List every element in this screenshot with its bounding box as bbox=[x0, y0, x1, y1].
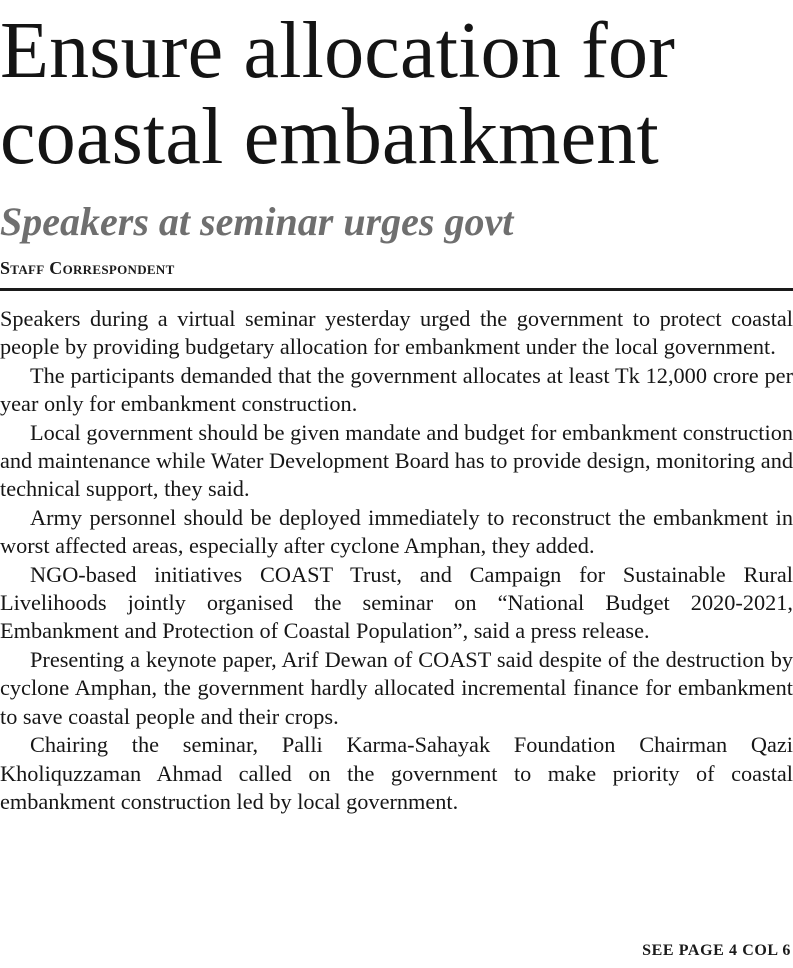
paragraph: NGO-based initiatives COAST Trust, and Campaign for Sustainable Rural Livelihoods jointly organised the seminar on “National Budget 2020-2021, Embankment and Protection of Coastal Population”, said a press release. bbox=[0, 561, 793, 644]
paragraph: Presenting a keynote paper, Arif Dewan of COAST said despite of the destruction by cyclone Amphan, the government hardly allocated incremental finance for embankment to save coastal people and their crops. bbox=[0, 646, 793, 729]
subheadline: Speakers at seminar urges govt bbox=[0, 199, 514, 244]
continuation-jump-line: SEE PAGE 4 COL 6 bbox=[642, 942, 791, 959]
paragraph: The participants demanded that the government allocates at least Tk 12,000 crore per year only for embankment construction. bbox=[0, 362, 793, 417]
paragraph: Army personnel should be deployed immediately to reconstruct the embankment in worst affected areas, especially after cyclone Amphan, they added. bbox=[0, 504, 793, 559]
paragraph: Speakers during a virtual seminar yesterday urged the government to protect coastal people by providing budgetary allocation for embankment under the local government. bbox=[0, 306, 793, 360]
headline: Ensure allocation for coastal embankment bbox=[0, 7, 676, 181]
paragraph: Chairing the seminar, Palli Karma-Sahayak Foundation Chairman Qazi Kholiquzzaman Ahmad called on the government to make priority of coastal embankment construction led by local government. bbox=[0, 732, 793, 814]
byline: Staff Correspondent bbox=[0, 258, 175, 278]
divider-rule bbox=[0, 288, 793, 291]
paragraph: Local government should be given mandate and budget for embankment construction and maintenance while Water Development Board has to provide design, monitoring and technical support, they said. bbox=[0, 419, 793, 502]
article-body bbox=[0, 305, 793, 816]
